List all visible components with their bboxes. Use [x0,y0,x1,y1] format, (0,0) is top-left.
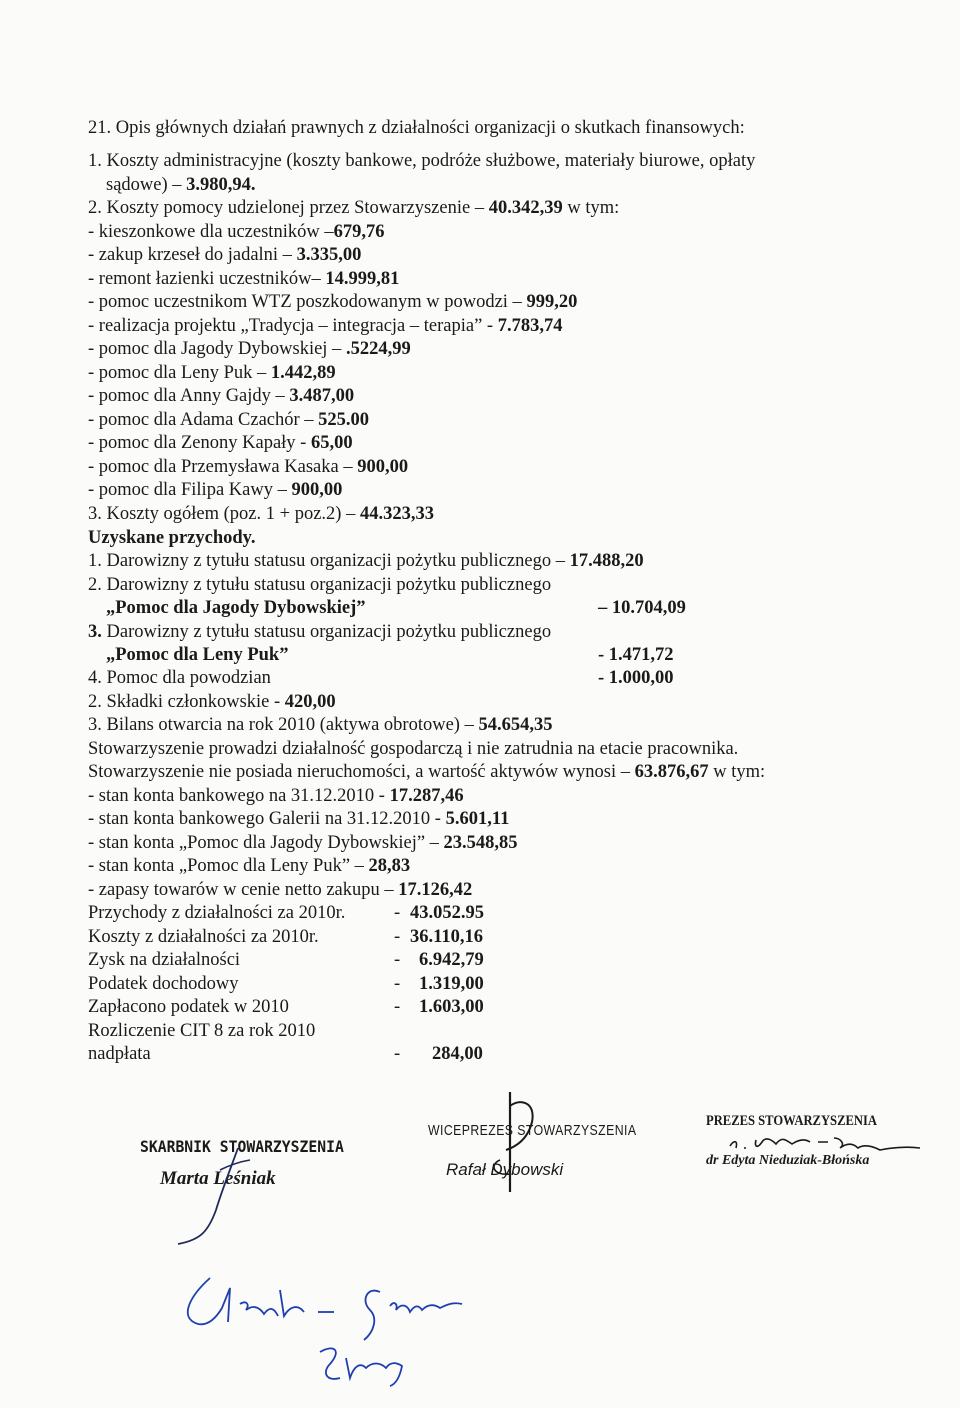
vice-president-stamp-title: WICEPREZES STOWARZYSZENIA [428,1122,637,1139]
summary-amount: 284,00 [432,1044,483,1064]
summary-label: Zapłacono podatek w 2010 [88,997,289,1017]
summary-label: nadpłata [88,1044,151,1064]
help-item: - pomoc dla Zenony Kapały - 65,00 [88,433,353,453]
income-item-4-amount: - 1.000,00 [598,668,674,688]
president-stamp-title: PREZES STOWARZYSZENIA [706,1113,877,1129]
help-item: - pomoc dla Przemysława Kasaka – 900,00 [88,457,409,477]
treasurer-signature [160,1140,270,1250]
help-item: - pomoc dla Jagody Dybowskiej – .5224,99 [88,339,411,359]
income-item-4: 4. Pomoc dla powodzian [88,668,271,688]
asset-item: - zapasy towarów w cenie netto zakupu – 17.126,42 [88,880,473,900]
income-item-2: 2. Darowizny z tytułu statusu organizacji pożytku publicznego [88,575,552,595]
help-item: - zakup krzeseł do jadalni – 3.335,00 [88,245,362,265]
income-item-3-amount: - 1.471,72 [598,645,674,665]
summary-sep: - [394,997,401,1017]
asset-item: - stan konta „Pomoc dla Jagody Dybowskiej” – 23.548,85 [88,833,518,853]
summary-sep: - [394,974,401,994]
income-item-2-amount: – 10.704,09 [598,598,686,618]
vice-president-signature [470,1088,560,1198]
help-item: - pomoc dla Adama Czachór – 525.00 [88,410,370,430]
summary-amount: 1.319,00 [419,974,484,994]
income-item-2-name: „Pomoc dla Jagody Dybowskiej” [106,598,366,618]
help-item: - pomoc dla Anny Gajdy – 3.487,00 [88,386,355,406]
summary-label: Rozliczenie CIT 8 za rok 2010 [88,1021,316,1041]
cost-admin-line2: sądowe) – 3.980,94. [106,175,256,195]
help-item: - pomoc uczestnikom WTZ poszkodowanym w powodzi – 999,20 [88,292,578,312]
summary-sep: - [394,950,401,970]
summary-amount: 1.603,00 [419,997,484,1017]
summary-label: Przychody z działalności za 2010r. [88,903,346,923]
summary-amount: 6.942,79 [419,950,484,970]
income-item-1: 1. Darowizny z tytułu statusu organizacji pożytku publicznego – 17.488,20 [88,551,644,571]
help-item: - kieszonkowe dla uczestników –679,76 [88,222,385,242]
president-stamp-name: dr Edyta Nieduziak-Błońska [706,1153,870,1168]
asset-item: - stan konta bankowego na 31.12.2010 - 17.287,46 [88,786,464,806]
summary-amount: 43.052.95 [410,903,484,923]
summary-label: Koszty z działalności za 2010r. [88,927,319,947]
summary-label: Podatek dochodowy [88,974,239,994]
treasurer-stamp-title: SKARBNIK STOWARZYSZENIA [140,1137,344,1156]
section-heading: 21. Opis głównych działań prawnych z działalności organizacji o skutkach finansowych: [88,118,745,138]
business-activity-paragraph: Stowarzyszenie prowadzi działalność gospodarczą i nie zatrudnia na etacie pracownika. [88,739,739,759]
asset-item: - stan konta bankowego Galerii na 31.12.2010 - 5.601,11 [88,809,510,829]
summary-label: Zysk na działalności [88,950,241,970]
help-item: - pomoc dla Filipa Kawy – 900,00 [88,480,343,500]
summary-amount: 36.110,16 [410,927,483,947]
summary-sep: - [394,1044,401,1064]
summary-sep: - [394,927,401,947]
income-heading: Uzyskane przychody. [88,528,256,548]
cost-admin-amount: 3.980,94. [186,175,256,195]
membership-dues: 2. Składki członkowskie - 420,00 [88,692,336,712]
summary-sep: - [394,903,401,923]
president-signature [722,1130,942,1160]
total-costs-line: 3. Koszty ogółem (poz. 1 + poz.2) – 44.323,33 [88,504,434,524]
asset-item: - stan konta „Pomoc dla Leny Puk” – 28,83 [88,856,411,876]
bottom-handwritten-signatures [170,1268,480,1398]
cost-help-line: 2. Koszty pomocy udzielonej przez Stowarzyszenie – 40.342,39 w tym: [88,198,620,218]
vice-president-stamp-name: Rafał Dybowski [446,1160,564,1179]
help-item: - pomoc dla Leny Puk – 1.442,89 [88,363,336,383]
help-item: - realizacja projektu „Tradycja – integracja – terapia” - 7.783,74 [88,316,563,336]
income-item-3: 3. Darowizny z tytułu statusu organizacji pożytku publicznego [88,622,552,642]
treasurer-stamp-name: Marta Leśniak [160,1168,276,1189]
help-item: - remont łazienki uczestników– 14.999,81 [88,269,400,289]
income-item-3-name: „Pomoc dla Leny Puk” [106,645,289,665]
assets-paragraph: Stowarzyszenie nie posiada nieruchomości, a wartość aktywów wynosi – 63.876,67 w tym: [88,762,766,782]
opening-balance: 3. Bilans otwarcia na rok 2010 (aktywa obrotowe) – 54.654,35 [88,715,553,735]
cost-admin-line1: 1. Koszty administracyjne (koszty bankowe, podróże służbowe, materiały biurowe, opłaty [88,151,756,171]
